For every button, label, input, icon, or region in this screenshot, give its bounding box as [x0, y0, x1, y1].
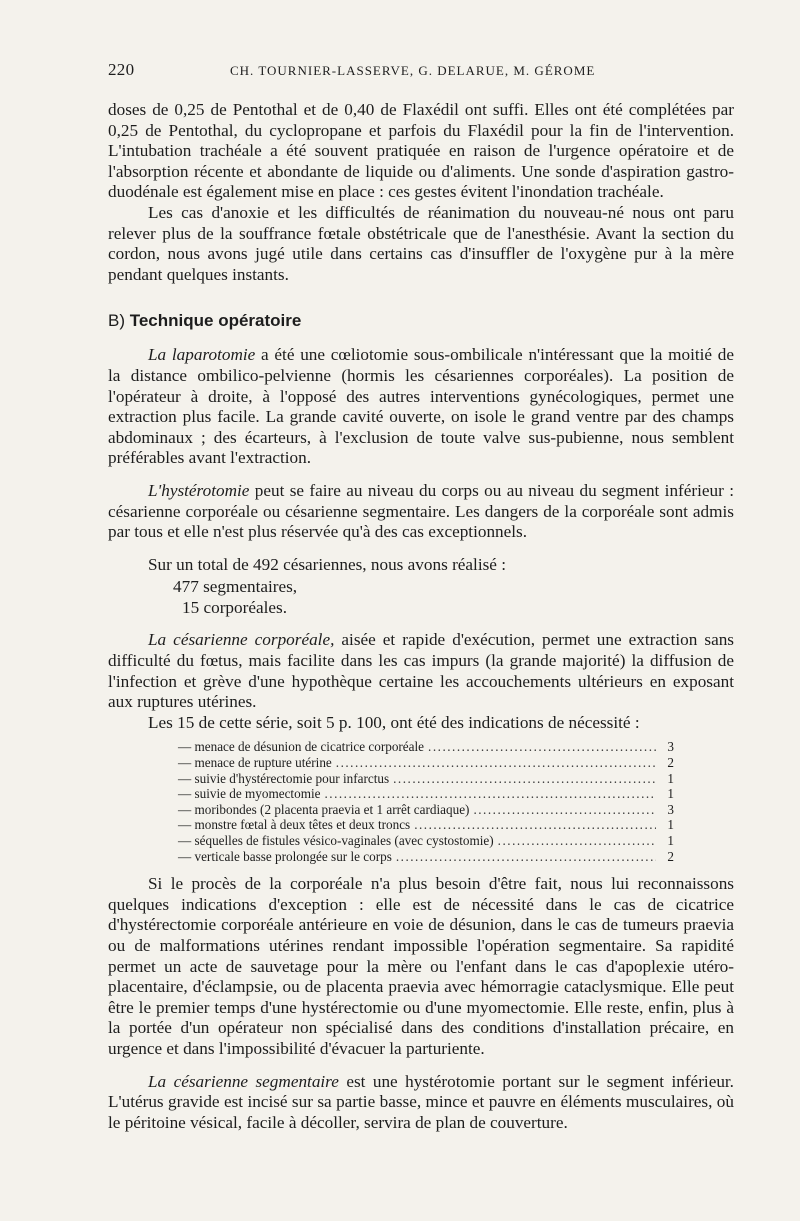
section-letter: B)	[108, 311, 125, 331]
indication-label: — verticale basse prolongée sur le corps	[178, 848, 392, 864]
indication-label: — suivie d'hystérectomie pour infarctus	[178, 770, 390, 786]
section-heading	[108, 311, 734, 331]
indication-label: — séquelles de fistules vésico-vaginales (avec cystostomie)	[178, 833, 494, 848]
paragraph-total: Sur un total de 492 césariennes, nous avons réalisé :	[148, 554, 506, 574]
indication-count: 2	[667, 848, 674, 864]
paragraph-segmentaire-text: est une hystérotomie portant sur le segment inférieur. L'utérus gravide est incisé sur sa partie basse, mince et pauvre en éléments musculaires, où le péritoine vésical, facile à décoller, servira de plan de couverture.	[108, 1071, 734, 1132]
indication-count: 1	[667, 817, 674, 833]
indication-label: — menace de rupture utérine	[178, 755, 332, 771]
body-text	[108, 100, 734, 1133]
page-number: 220	[108, 60, 135, 79]
indication-list	[178, 739, 674, 864]
indication-row	[178, 755, 674, 771]
paragraph-anesthesia: doses de 0,25 de Pentothal et de 0,40 de Flaxédil ont suffi. Elles ont été complétées par 0,25 de Pentothal, du cyclopropane et parfois du Flaxédil pour la fin de l'intervention. L'intubation trachéale a été souvent pratiquée en raison de l'urgence opératoire et de l'absorption récente et abondante de liquide ou d'aliments. Une sonde d'aspiration gastro-duodénale est également mise en place : ces gestes évitent l'inondation trachéale.	[108, 100, 734, 202]
indication-label: — moribondes (2 placenta praevia et 1 arrêt cardiaque)	[178, 801, 470, 817]
indication-count: 2	[667, 755, 674, 771]
paragraph-corporeale	[108, 630, 734, 712]
paragraph-hysterotomy-text: peut se faire au niveau du corps ou au niveau du segment inférieur : césarienne corporéale ou césarienne segmentaire. Les dangers de la corporéale sont admis par tous et elle n'est plus réservée qu'à des cas exceptionnels.	[108, 480, 734, 542]
count-segmentaires: 477 segmentaires,	[173, 577, 298, 597]
term-laparotomy: La laparotomie	[148, 345, 256, 365]
indication-label: — suivie de myomectomie	[178, 786, 321, 802]
leader-dots	[336, 755, 656, 771]
indication-count: 3	[667, 739, 674, 755]
leader-dots	[428, 739, 656, 755]
indication-count: 3	[667, 801, 674, 817]
paragraph-laparotomy	[108, 345, 734, 469]
leader-dots	[396, 849, 656, 865]
indication-row	[178, 771, 674, 787]
indication-row	[178, 849, 674, 865]
section-title: Technique opératoire	[129, 311, 302, 331]
leader-dots	[498, 833, 656, 849]
page-header	[108, 60, 734, 84]
term-corporeale: La césarienne corporéale,	[148, 630, 335, 650]
indication-row	[178, 802, 674, 818]
paragraph-hysterotomy	[108, 481, 734, 543]
paragraph-laparotomy-text: a été une cœliotomie sous-ombilicale n'intéressant que la moitié de la distance ombilico-pelvienne (hormis les césariennes corporéales). La position de l'opérateur à droite, à l'opposé des autres interventions gynécologiques, permet une extraction plus facile. La grande cavité ouverte, on isole le grand ventre par des champs abdominaux ; des écarteurs, à l'exclusion de toute valve sus-pubienne, nous semblent préférables avant l'extraction.	[108, 345, 734, 468]
paragraph-anoxia: Les cas d'anoxie et les difficultés de réanimation du nouveau-né nous ont paru relever plus de la souffrance fœtale obstétricale que de l'anesthésie. Avant la section du cordon, nous avons jugé utile dans certains cas d'insuffler de l'oxygène pur à la mère pendant quelques instants.	[108, 202, 734, 284]
paragraph-corporeale-text: aisée et rapide d'exécution, permet une extraction sans difficulté du fœtus, mais facilite dans les cas impurs (la grande majorité) la diffusion de l'infection et grève d'une hypothèque certaine les accouchements ultérieurs en exposant aux ruptures utérines.	[108, 630, 735, 712]
running-head: CH. TOURNIER-LASSERVE, G. DELARUE, M. GÉROME	[230, 63, 596, 78]
leader-dots	[473, 802, 656, 818]
indication-row	[178, 786, 674, 802]
leader-dots	[324, 786, 656, 802]
page	[108, 60, 734, 1133]
indication-row	[178, 833, 674, 849]
paragraph-segmentaire	[108, 1072, 734, 1134]
indication-count: 1	[667, 786, 674, 802]
indication-row	[178, 817, 674, 833]
indication-row	[178, 739, 674, 755]
paragraph-exceptions: Si le procès de la corporéale n'a plus besoin d'être fait, nous lui reconnaissons quelques indications d'exception : elle est de nécessité dans le cas de cicatrice d'hystérectomie corporéale antérieure en voie de désunion, dans le cas de tumeurs praevia ou de malformations utérines rendant impossible l'opération segmentaire. Sa rapidité permet un acte de sauvetage pour la mère ou l'enfant dans le cas d'apoplexie utéro-placentaire, d'éclampsie, ou de placenta praevia avec hémorragie cataclysmique. Elle peut être le premier temps d'une hystérectomie ou d'une myomectomie. Elle reste, enfin, plus à la portée d'un opérateur non spécialisé dans des conditions d'installation précaire, en urgence et dans l'impossibilité d'évacuer la parturiente.	[108, 874, 734, 1058]
indication-label: — monstre fœtal à deux têtes et deux troncs	[178, 817, 411, 833]
term-hysterotomy: L'hystérotomie	[148, 480, 250, 500]
leader-dots	[414, 817, 656, 833]
count-corporeales: 15 corporéales.	[182, 597, 287, 617]
paragraph-indications-intro: Les 15 de cette série, soit 5 p. 100, ont été des indications de nécessité :	[148, 712, 640, 732]
indication-count: 1	[667, 770, 674, 786]
count-list	[173, 577, 734, 618]
indication-count: 1	[667, 833, 674, 848]
leader-dots	[393, 771, 656, 787]
indication-label: — menace de désunion de cicatrice corporéale	[178, 739, 425, 755]
term-segmentaire: La césarienne segmentaire	[148, 1071, 339, 1091]
